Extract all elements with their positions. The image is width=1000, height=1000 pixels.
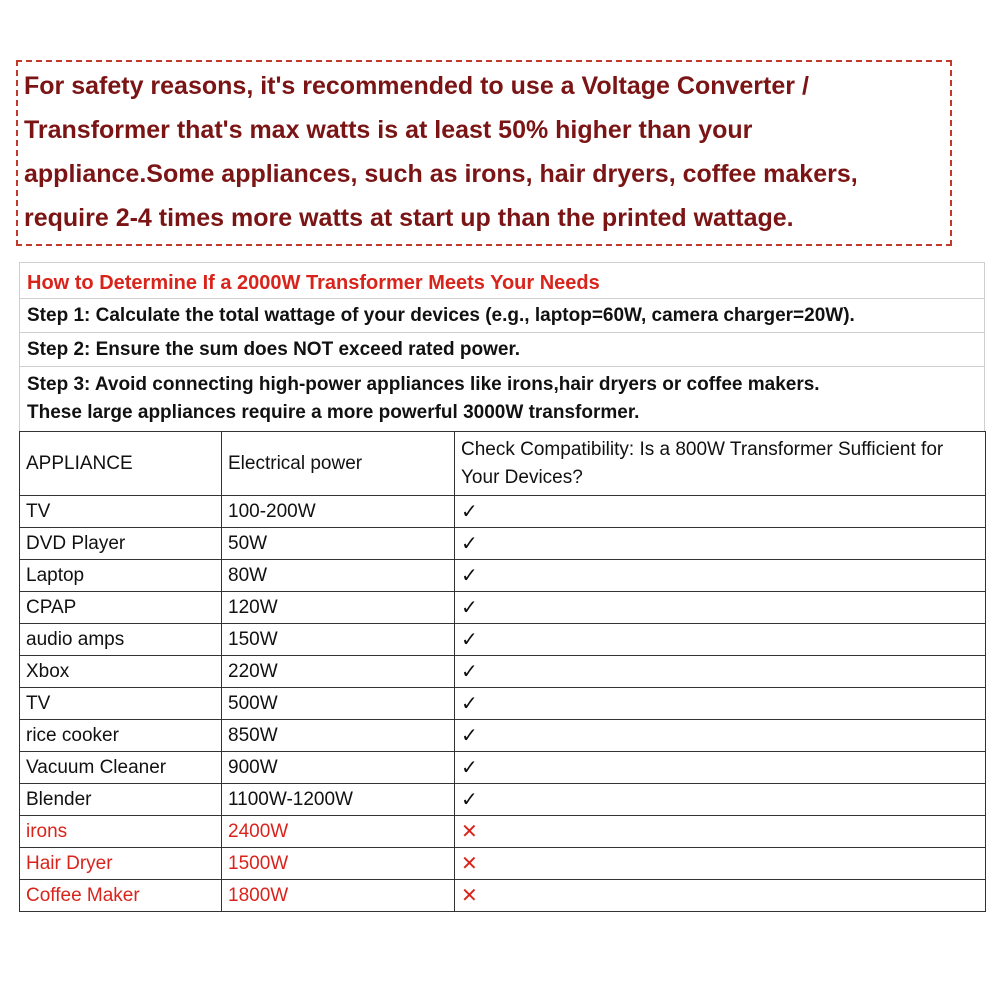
table-row	[20, 560, 986, 592]
check-mark-icon: ✓	[461, 757, 478, 779]
appliance-cell: Vacuum Cleaner	[20, 752, 222, 784]
table-row	[20, 880, 986, 912]
power-cell: 900W	[222, 752, 455, 784]
power-cell: 1500W	[222, 848, 455, 880]
cross-mark-icon: ✕	[461, 821, 478, 843]
safety-notice-box	[16, 60, 952, 246]
table-row	[20, 848, 986, 880]
compatibility-cell	[455, 880, 986, 912]
notice-line: Transformer that's max watts is at least 50% higher than your	[24, 116, 753, 144]
compatibility-cell	[455, 496, 986, 528]
appliance-cell: Blender	[20, 784, 222, 816]
check-mark-icon: ✓	[461, 533, 478, 555]
power-cell: 2400W	[222, 816, 455, 848]
power-cell: 150W	[222, 624, 455, 656]
power-cell: 500W	[222, 688, 455, 720]
power-cell: 220W	[222, 656, 455, 688]
table-header-row	[20, 432, 986, 496]
check-mark-icon: ✓	[461, 501, 478, 523]
table-row	[20, 752, 986, 784]
notice-line: require 2-4 times more watts at start up than the printed wattage.	[24, 204, 794, 232]
check-mark-icon: ✓	[461, 597, 478, 619]
compatibility-cell	[455, 624, 986, 656]
guide-step-3	[20, 367, 984, 431]
notice-line: appliance.Some appliances, such as irons, hair dryers, coffee makers,	[24, 160, 858, 188]
power-cell: 1800W	[222, 880, 455, 912]
appliance-cell: audio amps	[20, 624, 222, 656]
guide-title: How to Determine If a 2000W Transformer Meets Your Needs	[20, 263, 984, 299]
compatibility-cell	[455, 784, 986, 816]
table-row	[20, 720, 986, 752]
header-appliance: APPLIANCE	[20, 432, 222, 496]
appliance-cell: Laptop	[20, 560, 222, 592]
guide-box	[19, 262, 985, 432]
guide-step-2: Step 2: Ensure the sum does NOT exceed rated power.	[20, 333, 984, 367]
compatibility-cell	[455, 592, 986, 624]
guide-step-3-line-2: These large appliances require a more powerful 3000W transformer.	[27, 402, 640, 423]
appliance-table	[19, 431, 986, 912]
guide-step-1: Step 1: Calculate the total wattage of your devices (e.g., laptop=60W, camera charger=20W).	[20, 299, 984, 333]
header-check: Check Compatibility: Is a 800W Transformer Sufficient for Your Devices?	[455, 432, 986, 496]
check-mark-icon: ✓	[461, 789, 478, 811]
safety-notice-text	[24, 64, 952, 240]
power-cell: 850W	[222, 720, 455, 752]
table-row	[20, 688, 986, 720]
appliance-cell: CPAP	[20, 592, 222, 624]
appliance-cell: Hair Dryer	[20, 848, 222, 880]
header-power: Electrical power	[222, 432, 455, 496]
power-cell: 100-200W	[222, 496, 455, 528]
check-mark-icon: ✓	[461, 661, 478, 683]
appliance-cell: TV	[20, 688, 222, 720]
cross-mark-icon: ✕	[461, 885, 478, 907]
power-cell: 80W	[222, 560, 455, 592]
compatibility-cell	[455, 560, 986, 592]
check-mark-icon: ✓	[461, 565, 478, 587]
table-row	[20, 592, 986, 624]
compatibility-cell	[455, 848, 986, 880]
check-mark-icon: ✓	[461, 693, 478, 715]
cross-mark-icon: ✕	[461, 853, 478, 875]
table-row	[20, 624, 986, 656]
appliance-cell: rice cooker	[20, 720, 222, 752]
compatibility-cell	[455, 720, 986, 752]
guide-step-3-line-1: Step 3: Avoid connecting high-power appliances like irons,hair dryers or coffee makers.	[27, 374, 820, 395]
table-row	[20, 528, 986, 560]
appliance-cell: TV	[20, 496, 222, 528]
table-row	[20, 784, 986, 816]
table-row	[20, 496, 986, 528]
compatibility-cell	[455, 656, 986, 688]
check-mark-icon: ✓	[461, 725, 478, 747]
compatibility-cell	[455, 528, 986, 560]
compatibility-cell	[455, 752, 986, 784]
power-cell: 50W	[222, 528, 455, 560]
table-row	[20, 816, 986, 848]
appliance-cell: Xbox	[20, 656, 222, 688]
appliance-cell: Coffee Maker	[20, 880, 222, 912]
table-row	[20, 656, 986, 688]
power-cell: 120W	[222, 592, 455, 624]
appliance-cell: irons	[20, 816, 222, 848]
power-cell: 1100W-1200W	[222, 784, 455, 816]
compatibility-cell	[455, 688, 986, 720]
compatibility-cell	[455, 816, 986, 848]
appliance-cell: DVD Player	[20, 528, 222, 560]
notice-line: For safety reasons, it's recommended to use a Voltage Converter /	[24, 72, 809, 100]
check-mark-icon: ✓	[461, 629, 478, 651]
